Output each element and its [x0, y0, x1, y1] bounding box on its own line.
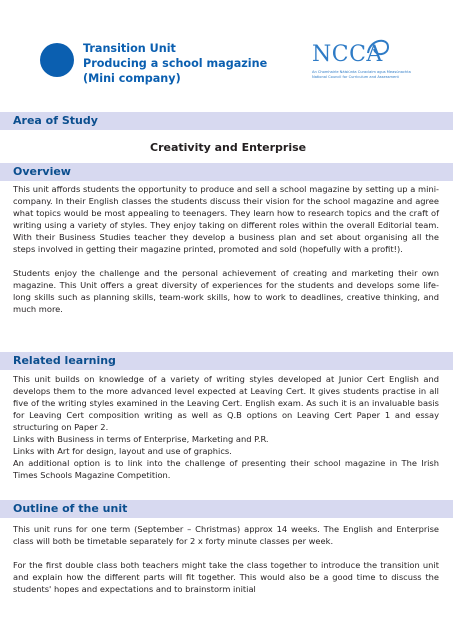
- logo-subtitle-english: National Council for Curriculum and Assessment: [312, 75, 399, 79]
- unit-title-line-1: Transition Unit: [83, 42, 176, 55]
- overview-paragraph-1: This unit affords students the opportunity to produce and sell a school magazine by setting up a mini-company. In their English classes the students discuss their vision for the school magazine and agree what topics would be most appealing to teenagers. They learn how to research topics and the craft of writing using a variety of styles. They enjoy taking on different roles within the overall Editorial team. With their Business Studies teacher they develop a business plan and set about organising all the steps involved in getting their magazine printed, promoted and sold (hopefully with a profit!).: [13, 184, 439, 254]
- outline-heading: Outline of the unit: [13, 502, 128, 515]
- overview-bar: [0, 163, 453, 181]
- unit-title: [83, 41, 267, 86]
- logo-wordmark: NCCA: [312, 42, 383, 67]
- logo-swirl-icon: [364, 35, 392, 63]
- area-of-study-value: Creativity and Enterprise: [150, 141, 307, 154]
- outline-paragraph-1: This unit runs for one term (September – Christmas) approx 14 weeks. The English and Enterprise class will both be timetable separately for 2 x forty minute classes per week.: [13, 524, 439, 546]
- related-learning-heading: Related learning: [13, 354, 116, 367]
- logo-subtitle-irish: An Chomhairle Náisiúnta Curaclaim agus Measúnachta: [312, 70, 411, 74]
- outline-paragraph-2: For the first double class both teachers might take the class together to introduce the transition unit and explain how the different parts will fit together. This would also be a good time to discuss the students' hopes and expectations and to brainstorm initial: [13, 560, 439, 594]
- unit-title-line-3: (Mini company): [83, 72, 181, 85]
- related-learning-paragraph-1: This unit builds on knowledge of a variety of writing styles developed at Junior Cert English and develops them to the more advanced level expected at Leaving Cert. It gives students practise in all five of the writing styles examined in the Leaving Cert. English exam. As such it is an invaluable basis for Leaving Cert composition writing as well as Q.B options on Leaving Cert Paper 1 and essay structuring on Paper 2.: [13, 374, 439, 432]
- overview-paragraph-2: Students enjoy the challenge and the personal achievement of creating and marketing their own magazine. This Unit offers a great diversity of experiences for the students and develops some life-long skills such as planning skills, team-work skills, how to work to deadlines, creative thinking, and much more.: [13, 268, 439, 314]
- blue-circle-icon: [40, 43, 74, 77]
- area-of-study-heading: Area of Study: [13, 114, 98, 127]
- overview-heading: Overview: [13, 165, 71, 178]
- related-learning-paragraph-4: An additional option is to link into the challenge of presenting their school magazine in The Irish Times Schools Magazine Competition.: [13, 458, 439, 480]
- ncca-logo: [312, 35, 422, 90]
- area-of-study-bar: [0, 112, 453, 130]
- unit-title-line-2: Producing a school magazine: [83, 57, 268, 70]
- related-learning-paragraph-2: Links with Business in terms of Enterprise, Marketing and P.R.: [13, 434, 269, 444]
- related-learning-paragraph-3: Links with Art for design, layout and use of graphics.: [13, 446, 232, 456]
- related-learning-bar: [0, 352, 453, 370]
- logo-subtitle: [312, 70, 411, 80]
- outline-bar: [0, 500, 453, 518]
